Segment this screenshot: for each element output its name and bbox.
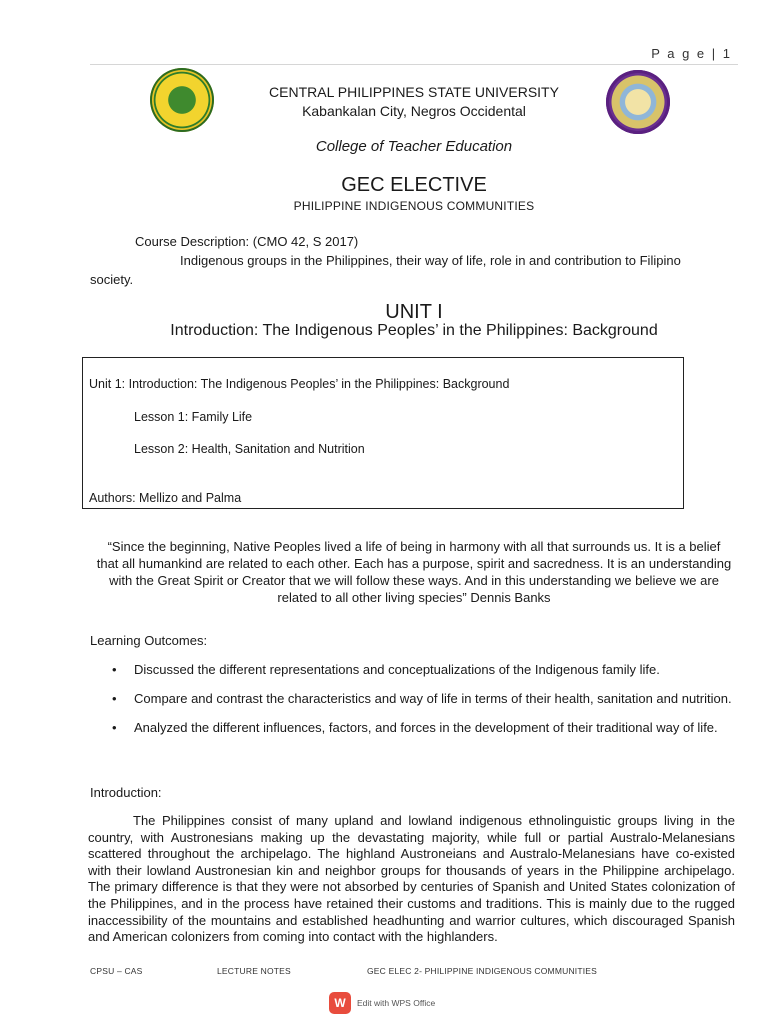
university-header bbox=[90, 83, 738, 121]
list-item-text: Analyzed the different influences, factors, and forces in the development of their traditional way of life. bbox=[134, 720, 718, 735]
bullet-icon: • bbox=[112, 720, 117, 735]
course-description-text: Indigenous groups in the Philippines, their way of life, role in and contribution to Filipino bbox=[180, 253, 681, 268]
course-description-label: Course Description: (CMO 42, S 2017) bbox=[135, 234, 359, 249]
course-subtitle: PHILIPPINE INDIGENOUS COMMUNITIES bbox=[293, 199, 535, 213]
wps-edit-label: Edit with WPS Office bbox=[357, 998, 436, 1008]
bullet-icon: • bbox=[112, 691, 117, 706]
wps-office-icon: W bbox=[329, 992, 351, 1014]
bullet-icon: • bbox=[112, 662, 117, 677]
footer-middle: LECTURE NOTES bbox=[217, 966, 291, 976]
page-number: P a g e | 1 bbox=[651, 46, 732, 61]
header-divider bbox=[90, 64, 738, 65]
unit-subtitle: Introduction: The Indigenous Peoples’ in the Philippines: Background bbox=[170, 322, 658, 339]
unit-title: UNIT I bbox=[385, 301, 443, 323]
learning-outcomes-list bbox=[106, 661, 736, 748]
learning-outcomes-heading: Learning Outcomes: bbox=[90, 633, 208, 648]
course-description bbox=[90, 232, 722, 289]
introduction-heading: Introduction: bbox=[90, 785, 162, 800]
university-location: Kabankalan City, Negros Occidental bbox=[302, 103, 526, 119]
footer-right: GEC ELEC 2- PHILIPPINE INDIGENOUS COMMUNITIES bbox=[367, 966, 598, 976]
college-name: College of Teacher Education bbox=[315, 138, 513, 155]
course-description-text-cont: society. bbox=[90, 272, 134, 287]
outline-box bbox=[82, 357, 684, 509]
outline-lesson-2: Lesson 2: Health, Sanitation and Nutrition bbox=[134, 442, 365, 456]
outline-unit-line: Unit 1: Introduction: The Indigenous Peoples’ in the Philippines: Background bbox=[89, 377, 510, 391]
course-title: GEC ELECTIVE bbox=[341, 174, 487, 196]
list-item-text: Compare and contrast the characteristics and way of life in terms of their health, sanitation and nutrition. bbox=[134, 691, 732, 706]
outline-lesson-1: Lesson 1: Family Life bbox=[134, 410, 253, 424]
wps-edit-button[interactable] bbox=[329, 990, 439, 1016]
outline-authors: Authors: Mellizo and Palma bbox=[89, 491, 242, 505]
introduction-paragraph: The Philippines consist of many upland and lowland indigenous ethnolinguistic groups living in the country, with Austronesians making up the devastating majority, while full or partial Australo-Melanesians scattered throughout the archipelago. The highland Austroneians and Australo-Melanesians have co-existed with their lowland Austronesian kin and neighbor groups for thousands of years in the Philippine archipelago. The primary difference is that they were not absorbed by centuries of Spanish and United States colonization of the Philippines, and in the process have retained their customs and traditions. This is mainly due to the rugged inaccessibility of the mountains and established headhunting and warrior cultures, which discouraged Spanish and American colonizers from coming into contact with the highlanders. bbox=[88, 813, 735, 945]
university-name: CENTRAL PHILIPPINES STATE UNIVERSITY bbox=[269, 84, 559, 100]
list-item bbox=[106, 661, 736, 678]
list-item-text: Discussed the different representations and conceptualizations of the Indigenous family life. bbox=[134, 662, 660, 677]
list-item bbox=[106, 719, 736, 736]
list-item bbox=[106, 690, 736, 707]
footer-left: CPSU – CAS bbox=[90, 966, 143, 976]
quote-block: “Since the beginning, Native Peoples lived a life of being in harmony with all that surrounds us. It is a belief that all humankind are related to each other. Each has a purpose, spirit and sacredness. It is an understanding with the Great Spirit or Creator that we will follow these ways. And in this understanding we believe we are related to all other living species” Dennis Banks bbox=[96, 539, 732, 605]
